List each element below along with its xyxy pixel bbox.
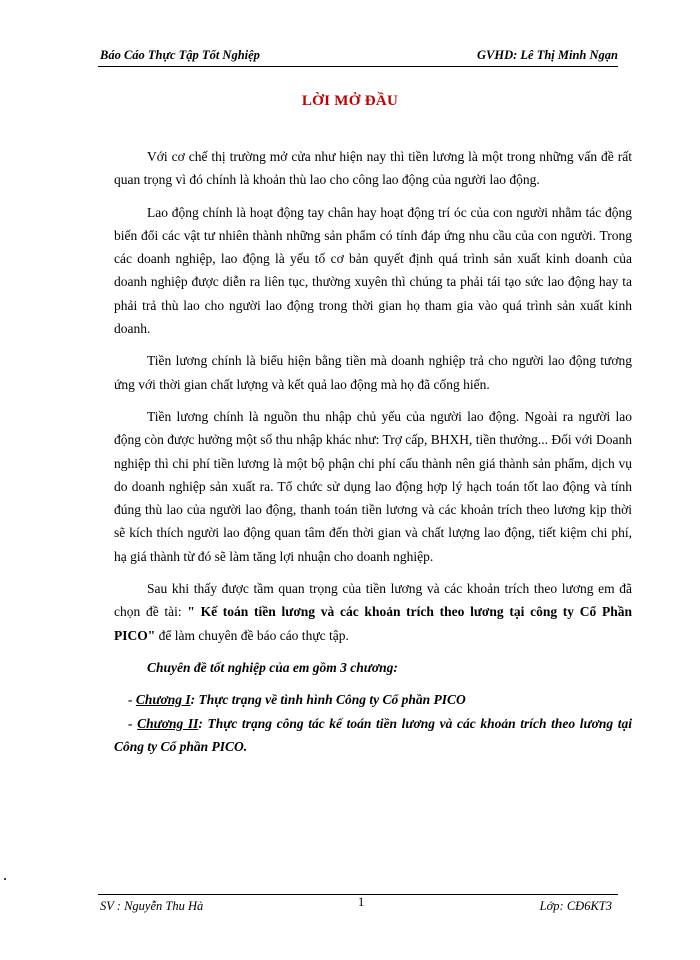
chapter-label: Chương II [137, 715, 199, 731]
header-report-title: Báo Cáo Thực Tập Tốt Nghiệp [100, 48, 260, 62]
page-title: LỜI MỞ ĐẦU [301, 93, 399, 109]
footer-class: Lớp: CĐ6KT3 [539, 899, 612, 913]
chapter-dash: - [128, 715, 138, 731]
header-supervisor: GVHD: Lê Thị Minh Ngạn [477, 48, 618, 62]
chapters-heading: Chuyên đề tốt nghiệp của em gồm 3 chương: [147, 659, 398, 675]
topic-outro: để làm chuyên đề báo cáo thực tập. [155, 627, 349, 643]
chapter-item [114, 688, 632, 711]
paragraph: Tiền lương chính là nguồn thu nhập chủ yếu của người lao động. Ngoài ra người lao động còn được hưởng một số thu nhập khác như: Trợ cấp, BHXH, tiền thưởng... Đối với Doanh nghiệp thì chi phí tiền lương là một bộ phận chi phí cấu thành nên giá thành sản phẩm, dịch vụ do doanh nghiệp sản xuất ra. Tổ chức sử dụng lao động hợp lý hạch toán tốt lao động và tính đúng thù lao của người lao động, thanh toán tiền lương và các khoản trích theo lương kịp thời sẽ kích thích người lao động quan tâm đến thời gian và chất lượng lao động, tiết kiệm chi phí, hạ giá thành từ đó sẽ làm tăng lợi nhuận cho doanh nghiệp. [114, 408, 632, 564]
paragraph: Lao động chính là hoạt động tay chân hay hoạt động trí óc của con người nhằm tác động biến đổi các vật tư nhiên thành những sản phẩm có tính đáp ứng nhu cầu của con người. Trong các doanh nghiệp, lao động là yếu tố cơ bản quyết định quá trình sản xuất kinh doanh của doanh nghiệp được diễn ra liên tục, thường xuyên thì chúng ta phải tái tạo sức lao động hay ta phải trả thù lao cho người lao động trong thời gian họ tham gia vào quá trình sản xuất kinh doanh. [114, 204, 632, 337]
page-number: 1 [358, 895, 365, 909]
topic-intro: Sau khi thấy được tầm quan trọng của tiền lương và các khoản trích theo lương em đã chọn đề tài: [114, 581, 632, 620]
chapter-text: : Thực trạng về tình hình Công ty Cổ phần PICO [190, 692, 466, 708]
paragraph: Với cơ chế thị trường mở cửa như hiện nay thì tiền lương là một trong những vấn đề rất quan trọng vì đó chính là khoản thù lao cho công lao động của người lao động. [114, 149, 632, 188]
page-header [98, 46, 618, 67]
document-body [114, 145, 632, 758]
margin-mark [4, 878, 6, 880]
chapter-item [114, 712, 632, 759]
chapter-text: : Thực trạng công tác kế toán tiền lương và các khoản trích theo lương tại Công ty Cổ phần PICO. [114, 715, 632, 754]
page-footer [98, 894, 618, 915]
chapter-label: Chương I [135, 692, 191, 708]
chapter-dash: - [128, 692, 136, 708]
topic-paragraph [114, 577, 632, 647]
paragraph: Tiền lương chính là biểu hiện bằng tiền mà doanh nghiệp trả cho người lao động tương ứng với thời gian chất lượng và kết quả lao động mà họ đã cống hiến. [114, 353, 632, 392]
footer-student: SV : Nguyễn Thu Hà [100, 899, 204, 913]
topic-title: " Kế toán tiền lương và các khoản trích theo lương tại công ty Cổ Phần PICO" [114, 604, 632, 643]
